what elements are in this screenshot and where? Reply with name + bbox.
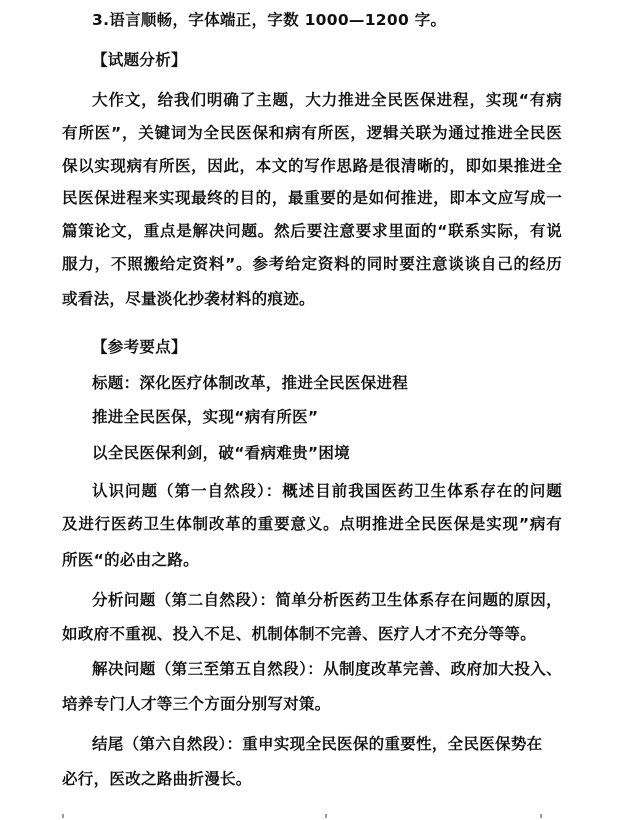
title-option: 标题：深化医疗体制改革，推进全民医保进程: [92, 374, 409, 392]
point-line: 结尾（第六自然段）：重申实现全民医保的重要性，全民医保势在: [92, 735, 543, 753]
point-line: 及进行医药卫生体制改革的重要意义。点明推进全民医保是实现”病有: [62, 515, 562, 533]
analysis-line: 或看法，尽量淡化抄袭材料的痕迹。: [62, 290, 315, 308]
requirement-3: 3.语言顺畅，字体端正，字数 1000—1200 字。: [92, 11, 447, 29]
page-edge-mark: [325, 814, 327, 818]
analysis-line: 篇策论文，重点是解决问题。然后要注意要求里面的“联系实际，有说: [62, 222, 562, 240]
point-line: 所医“的必由之路。: [62, 551, 199, 569]
point-line: 培养专门人才等三个方面分别写对策。: [62, 695, 331, 713]
point-line: 解决问题（第三至第五自然段）：从制度改革完善、政府加大投入、: [92, 660, 562, 678]
analysis-line: 民医保进程来实现最终的目的，最重要的是如何推进，即本文应写成一: [62, 189, 562, 207]
title-option: 推进全民医保，实现“病有所医”: [92, 408, 319, 426]
point-line: 认识问题（第一自然段）：概述目前我国医药卫生体系存在的问题: [92, 482, 562, 500]
point-line: 分析问题（第二自然段）：简单分析医药卫生体系存在问题的原因，: [92, 591, 562, 609]
analysis-line: 有所医”，关键词为全民医保和病有所医，逻辑关联为通过推进全民医: [62, 124, 562, 142]
analysis-line: 大作文，给我们明确了主题，大力推进全民医保进程，实现“有病: [92, 91, 562, 109]
analysis-line: 服力，不照搬给定资料”。参考给定资料的同时要注意谈谈自己的经历: [62, 255, 562, 273]
page-edge-mark: [62, 814, 64, 818]
analysis-line: 保以实现病有所医，因此，本文的写作思路是很清晰的，即如果推进全: [62, 157, 562, 175]
analysis-heading: 【试题分析】: [92, 51, 187, 69]
point-line: 必行，医改之路曲折漫长。: [62, 770, 252, 788]
point-line: 如政府不重视、投入不足、机制体制不完善、医疗人才不充分等等。: [62, 625, 537, 643]
reference-heading: 【参考要点】: [92, 338, 187, 356]
title-option: 以全民医保利剑，破“看病难贵”困境: [92, 444, 350, 462]
page-edge-mark: [540, 814, 542, 818]
